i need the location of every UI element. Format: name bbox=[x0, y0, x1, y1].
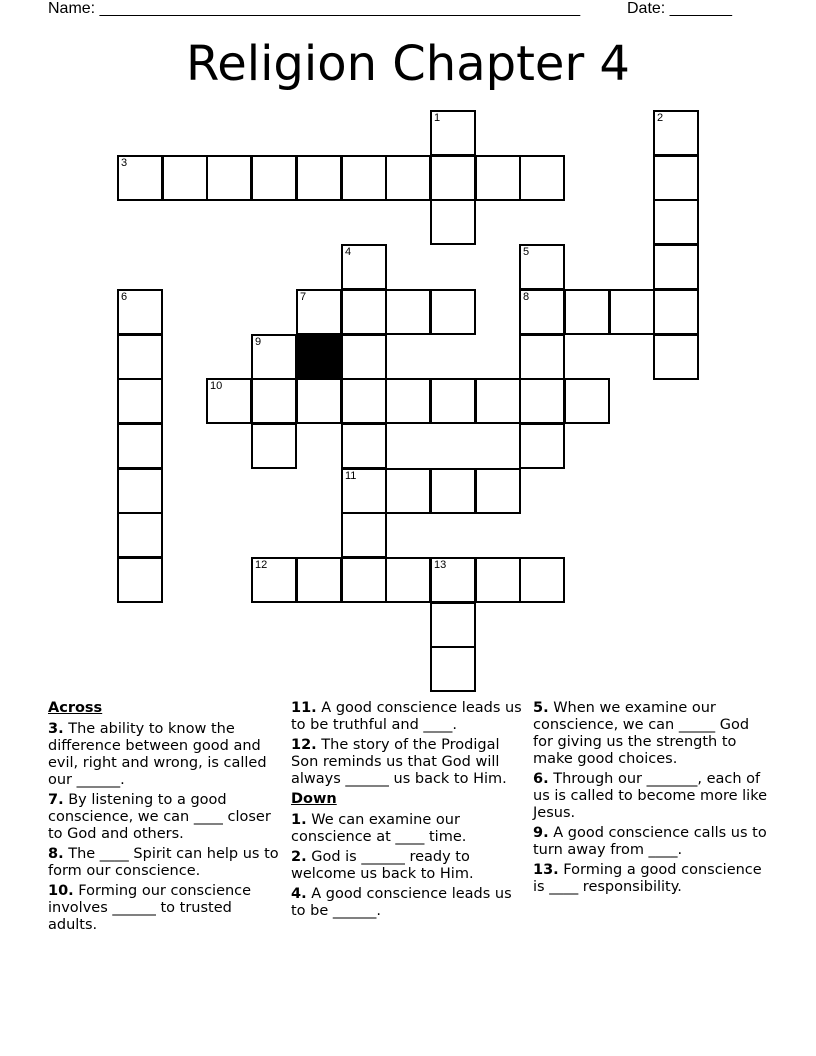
across-clue-list bbox=[48, 721, 283, 934]
grid-cell[interactable] bbox=[519, 289, 565, 335]
clue-text: A good conscience leads us to be ______. bbox=[291, 886, 512, 919]
clue-number-label: 2. bbox=[291, 849, 307, 865]
clue-number: 12 bbox=[255, 559, 268, 571]
grid-cell[interactable] bbox=[341, 334, 387, 380]
grid-cell[interactable] bbox=[430, 557, 476, 603]
clue bbox=[291, 737, 523, 788]
clue-number: 11 bbox=[345, 470, 357, 482]
clue-number-label: 5. bbox=[533, 700, 549, 716]
clue-number-label: 3. bbox=[48, 721, 64, 737]
grid-cell[interactable] bbox=[430, 602, 476, 648]
grid-cell[interactable] bbox=[251, 423, 297, 469]
grid-cell[interactable] bbox=[519, 244, 565, 290]
grid-cell[interactable] bbox=[117, 557, 163, 603]
grid-cell[interactable] bbox=[296, 289, 342, 335]
clue bbox=[291, 700, 523, 734]
across-heading: Across bbox=[48, 700, 103, 716]
clue-text: A good conscience leads us to be truthful and ____. bbox=[291, 700, 522, 733]
clue-number: 4 bbox=[345, 246, 352, 258]
grid-cell[interactable] bbox=[564, 378, 610, 424]
grid-cell[interactable] bbox=[519, 155, 565, 201]
clue-text: The ____ Spirit can help us to form our conscience. bbox=[48, 846, 279, 879]
down-heading: Down bbox=[291, 791, 337, 807]
grid-cell[interactable] bbox=[206, 155, 252, 201]
grid-cell[interactable] bbox=[430, 155, 476, 201]
clue-text: The story of the Prodigal Son reminds us that God will always ______ us back to Him. bbox=[291, 737, 507, 787]
across-clue-list-continued bbox=[291, 700, 523, 788]
clue-number-label: 11. bbox=[291, 700, 317, 716]
clue-number: 1 bbox=[434, 112, 441, 124]
grid-cell[interactable] bbox=[385, 468, 431, 514]
grid-cell[interactable] bbox=[341, 512, 387, 558]
grid-cell[interactable] bbox=[251, 334, 297, 380]
clue bbox=[533, 771, 773, 822]
down-clue-list bbox=[291, 812, 523, 920]
grid-cell[interactable] bbox=[519, 557, 565, 603]
clues-column-1 bbox=[48, 700, 283, 937]
clue-number: 13 bbox=[434, 559, 447, 571]
clue-text: By listening to a good conscience, we can ____ closer to God and others. bbox=[48, 792, 271, 842]
grid-cell[interactable] bbox=[653, 110, 699, 156]
grid-cell[interactable] bbox=[430, 378, 476, 424]
clue-text: A good conscience calls us to turn away from ____. bbox=[533, 825, 767, 858]
clue-number: 5 bbox=[523, 246, 530, 258]
grid-cell[interactable] bbox=[653, 334, 699, 380]
clue-number: 3 bbox=[121, 157, 128, 169]
clue-number-label: 10. bbox=[48, 883, 74, 899]
clue-number: 10 bbox=[210, 380, 223, 392]
grid-cell[interactable] bbox=[117, 378, 163, 424]
clue-number: 8 bbox=[523, 291, 530, 303]
grid-cell[interactable] bbox=[341, 378, 387, 424]
grid-cell[interactable] bbox=[117, 334, 163, 380]
clue-number-label: 7. bbox=[48, 792, 64, 808]
grid-cell[interactable] bbox=[341, 155, 387, 201]
grid-cell[interactable] bbox=[475, 155, 521, 201]
grid-cell[interactable] bbox=[162, 155, 208, 201]
clues-column-2 bbox=[291, 700, 523, 923]
clue-text: Through our _______, each of us is called to become more like Jesus. bbox=[533, 771, 768, 821]
clue-number-label: 13. bbox=[533, 862, 559, 878]
grid-cell[interactable] bbox=[475, 378, 521, 424]
clue-number: 9 bbox=[255, 336, 262, 348]
clue bbox=[48, 721, 283, 789]
grid-cell[interactable] bbox=[519, 378, 565, 424]
clue-number-label: 8. bbox=[48, 846, 64, 862]
grid-cell[interactable] bbox=[117, 289, 163, 335]
clue-number: 6 bbox=[121, 291, 128, 303]
date-field[interactable]: Date: _______ bbox=[627, 0, 732, 17]
grid-cell[interactable] bbox=[475, 557, 521, 603]
clue-number-label: 1. bbox=[291, 812, 307, 828]
down-clue-list-continued bbox=[533, 700, 773, 896]
clue-number-label: 4. bbox=[291, 886, 307, 902]
clue-text: Forming our conscience involves ______ to trusted adults. bbox=[48, 883, 252, 933]
clue-text: Forming a good conscience is ____ responsibility. bbox=[533, 862, 762, 895]
grid-cell[interactable] bbox=[117, 155, 163, 201]
clue-number: 2 bbox=[657, 112, 664, 124]
grid-cell[interactable] bbox=[206, 378, 252, 424]
clue-text: We can examine our conscience at ____ time. bbox=[291, 812, 467, 845]
grid-cell[interactable] bbox=[117, 468, 163, 514]
grid-cell[interactable] bbox=[385, 378, 431, 424]
clue bbox=[533, 862, 773, 896]
clue-text: When we examine our conscience, we can _____ God for giving us the strength to make good choices. bbox=[533, 700, 750, 767]
clue bbox=[48, 846, 283, 880]
grid-cell[interactable] bbox=[117, 423, 163, 469]
clue bbox=[291, 886, 523, 920]
clue bbox=[533, 825, 773, 859]
grid-cell[interactable] bbox=[251, 378, 297, 424]
clue bbox=[291, 849, 523, 883]
clues-column-3 bbox=[533, 700, 773, 899]
grid-cell[interactable] bbox=[430, 646, 476, 692]
clue bbox=[48, 792, 283, 843]
grid-cell[interactable] bbox=[385, 289, 431, 335]
grid-cell[interactable] bbox=[251, 557, 297, 603]
clue bbox=[48, 883, 283, 934]
clue bbox=[533, 700, 773, 768]
grid-cell[interactable] bbox=[653, 289, 699, 335]
grid-cell[interactable] bbox=[385, 155, 431, 201]
clue-number-label: 6. bbox=[533, 771, 549, 787]
grid-cell[interactable] bbox=[475, 468, 521, 514]
grid-cell[interactable] bbox=[430, 289, 476, 335]
grid-cell[interactable] bbox=[430, 468, 476, 514]
grid-cell[interactable] bbox=[341, 423, 387, 469]
grid-cell[interactable] bbox=[251, 155, 297, 201]
grid-cell[interactable] bbox=[385, 557, 431, 603]
grid-cell[interactable] bbox=[296, 378, 342, 424]
grid-cell[interactable] bbox=[341, 468, 387, 514]
grid-cell[interactable] bbox=[296, 557, 342, 603]
grid-cell[interactable] bbox=[519, 334, 565, 380]
grid-cell[interactable] bbox=[653, 199, 699, 245]
grid-cell[interactable] bbox=[430, 199, 476, 245]
grid-cell[interactable] bbox=[653, 244, 699, 290]
clue-number-label: 12. bbox=[291, 737, 317, 753]
clue-number: 7 bbox=[300, 291, 307, 303]
clue-number-label: 9. bbox=[533, 825, 549, 841]
grid-cell[interactable] bbox=[609, 289, 655, 335]
grid-cell[interactable] bbox=[341, 244, 387, 290]
grid-cell[interactable] bbox=[296, 155, 342, 201]
grid-cell[interactable] bbox=[430, 110, 476, 156]
clue-text: The ability to know the difference between good and evil, right and wrong, is called our ______. bbox=[48, 721, 267, 788]
clue bbox=[291, 812, 523, 846]
grid-cell[interactable] bbox=[117, 512, 163, 558]
grid-cell-blocked bbox=[296, 334, 342, 380]
grid-cell[interactable] bbox=[519, 423, 565, 469]
name-field[interactable]: Name: ______________________________________________________ bbox=[48, 0, 581, 17]
grid-cell[interactable] bbox=[341, 557, 387, 603]
page-title: Religion Chapter 4 bbox=[186, 36, 630, 92]
clue-text: God is ______ ready to welcome us back to Him. bbox=[291, 849, 474, 882]
grid-cell[interactable] bbox=[564, 289, 610, 335]
grid-cell[interactable] bbox=[341, 289, 387, 335]
grid-cell[interactable] bbox=[653, 155, 699, 201]
